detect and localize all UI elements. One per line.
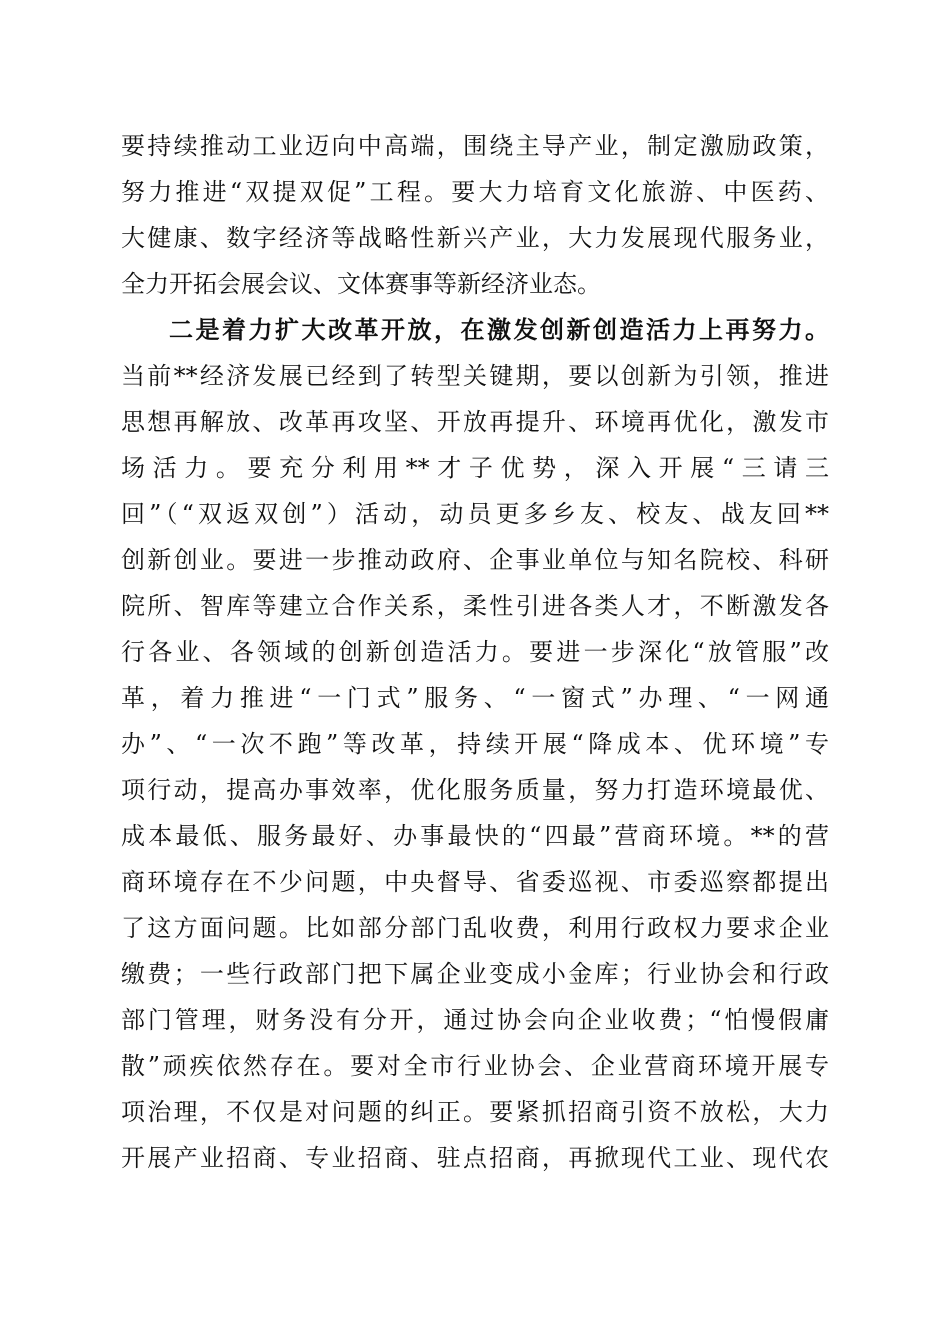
text-line: 项行动，提高办事效率，优化服务质量，努力打造环境最优、 bbox=[121, 776, 829, 804]
text-line: 要持续推动工业迈向中高端，围绕主导产业，制定激励政策， bbox=[121, 132, 829, 160]
text-line: 场活力。要充分利用**才子优势，深入开展“三请三 bbox=[121, 454, 829, 482]
text-line: 行各业、各领域的创新创造活力。要进一步深化“放管服”改 bbox=[121, 638, 829, 666]
text-line: 开展产业招商、专业招商、驻点招商，再掀现代工业、现代农 bbox=[121, 1144, 829, 1172]
text-line: 成本最低、服务最好、办事最快的“四最”营商环境。**的营 bbox=[121, 822, 829, 850]
text-line: 缴费；一些行政部门把下属企业变成小金库；行业协会和行政 bbox=[121, 960, 829, 988]
text-line: 散”顽疾依然存在。要对全市行业协会、企业营商环境开展专 bbox=[121, 1052, 829, 1080]
text-line: 项治理，不仅是对问题的纠正。要紧抓招商引资不放松，大力 bbox=[121, 1098, 829, 1126]
text-line: 大健康、数字经济等战略性新兴产业，大力发展现代服务业， bbox=[121, 224, 829, 252]
text-line: 院所、智库等建立合作关系，柔性引进各类人才，不断激发各 bbox=[121, 592, 829, 620]
text-line: 革，着力推进“一门式”服务、“一窗式”办理、“一网通 bbox=[121, 684, 829, 712]
text-line: 创新创业。要进一步推动政府、企事业单位与知名院校、科研 bbox=[121, 546, 829, 574]
text-line: 商环境存在不少问题，中央督导、省委巡视、市委巡察都提出 bbox=[121, 868, 829, 896]
section-heading: 二是着力扩大改革开放，在激发创新创造活力上再努力。 bbox=[169, 315, 829, 344]
text-line: 了这方面问题。比如部分部门乱收费，利用行政权力要求企业 bbox=[121, 914, 829, 942]
text-line: 努力推进“双提双促”工程。要大力培育文化旅游、中医药、 bbox=[121, 178, 829, 206]
text-line: 部门管理，财务没有分开，通过协会向企业收费；“怕慢假庸 bbox=[121, 1006, 829, 1034]
text-line: 当前**经济发展已经到了转型关键期，要以创新为引领，推进 bbox=[121, 362, 829, 390]
text-line: 回”（“双返双创”）活动，动员更多乡友、校友、战友回** bbox=[121, 500, 829, 528]
body-text bbox=[121, 123, 829, 1181]
text-line: 思想再解放、改革再攻坚、开放再提升、环境再优化，激发市 bbox=[121, 408, 829, 436]
text-line: 全力开拓会展会议、文体赛事等新经济业态。 bbox=[121, 270, 601, 298]
text-line: 办”、“一次不跑”等改革，持续开展“降成本、优环境”专 bbox=[121, 730, 829, 758]
